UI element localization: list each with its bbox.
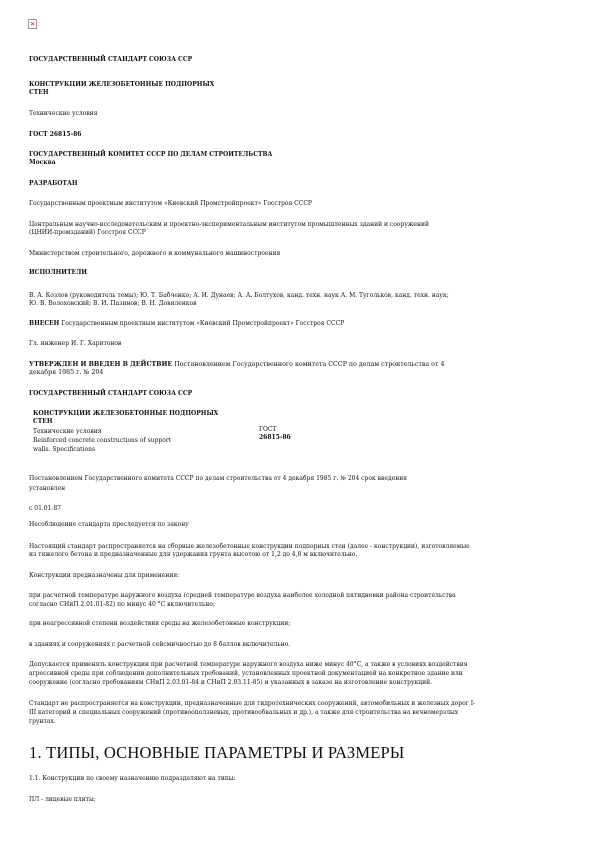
executors-line1: В. А. Козлов (руководитель темы); Ю. Т. Бабченко; А. И. Дунаев; А. А. Болтухов, канд. техн. наук А. М. Тугольков, канд. техн. наук;	[29, 292, 449, 299]
introduced-text: Государственным проектным институтом «Киевский Промстройпроект» Госстроя СССР	[61, 320, 345, 327]
exclusion-line2: III категорий и специальных сооружений (противооползневых, противообвальных и др.), а также для строительства на вечномерзлых	[29, 709, 459, 716]
second-ru-subtitle: Технические условия	[33, 428, 102, 435]
developed-heading: РАЗРАБОТАН	[29, 180, 78, 187]
developed-org1: Государственным проектным институтом «Киевский Промстройпроект» Госстроя СССР	[29, 200, 312, 207]
scope-line2: из тяжелого бетона и предназначенные для удержания грунта высотою от 1,2 до 4,8 м включительно.	[29, 551, 358, 558]
broken-image-icon: ×	[29, 20, 36, 28]
use3: в зданиях и сооружениях с расчетной сейсмичностью до 8 баллов включительно.	[29, 641, 291, 648]
decree-line1: Постановлением Государственного комитета СССР по делам строительства от 4 декабря 1985 г. № 204 срок введения	[29, 475, 407, 482]
gost-label: ГОСТ	[259, 426, 277, 433]
section-1-paragraph-1: 1.1. Конструкции по своему назначению подразделяют на типы:	[29, 775, 236, 782]
use2: при неагрессивной степени воздействия среды на железобетонные конструкции;	[29, 620, 291, 627]
english-title-line1: Reinforced concrete constructions of support	[33, 437, 172, 444]
second-standard-header: ГОСУДАРСТВЕННЫЙ СТАНДАРТ СОЮЗА ССР	[29, 390, 193, 397]
exclusion-line1: Стандарт не распространяется на конструкции, предназначенные для гидротехнических сооружений, автомобильных и железных дорог I-	[29, 700, 476, 707]
compliance-note: Несоблюдение стандарта преследуется по закону	[29, 521, 189, 528]
allowed-line1: Допускается применять конструкции при расчетной температуре наружного воздуха ниже минус 40°С, а также в условиях воздействия	[29, 661, 468, 668]
second-title-line1: КОНСТРУКЦИИ ЖЕЛЕЗОБЕТОННЫЕ ПОДПОРНЫХ	[33, 410, 219, 417]
scope-line1: Настоящий стандарт распространяется на сборные железобетонные конструкции подпорных стен (далее - конструкции), изготовляемые	[29, 543, 470, 550]
developed-org2-line2: (ЦНИИ-промзданий) Госстроя СССР	[29, 229, 146, 236]
english-title-line2: walls. Specifications	[33, 446, 96, 453]
allowed-line2: агрессивной среды при соблюдении дополнительных требований, установленных проектной документацией на конкретное здание или	[29, 670, 463, 677]
section-1-heading: 1. ТИПЫ, ОСНОВНЫЕ ПАРАМЕТРЫ И РАЗМЕРЫ	[29, 743, 405, 762]
effective-date: с 01.01.87	[29, 505, 61, 512]
decree-line2: установлен	[29, 485, 66, 492]
document-title-line1: КОНСТРУКЦИИ ЖЕЛЕЗОБЕТОННЫЕ ПОДПОРНЫХ	[29, 81, 215, 88]
developed-org2-line1: Центральным научно-исследовательским и проектно-экспериментальным институтом промышленных зданий и сооружений	[29, 221, 429, 228]
approved-heading: УТВЕРЖДЕН И ВВЕДЕН В ДЕЙСТВИЕ	[29, 361, 173, 368]
approved-text-line2: декабря 1985 г. № 204	[29, 369, 104, 376]
use1-line2: согласно СНиП 2.01.01-82) по минус 40 °С включительно;	[29, 601, 215, 608]
allowed-line3: сооружение (согласно требованиям СНиП 2.03.01-84 и СНиП 2.03.11-85) и указанных в заказе на изготовление конструкций.	[29, 679, 433, 686]
second-title-line2: СТЕН	[33, 418, 53, 425]
document-subtitle: Технические условия	[29, 110, 98, 117]
chief-engineer: Гл. инженер И. Г. Харитонов	[29, 340, 122, 347]
introduced-paragraph	[29, 320, 569, 328]
section-1-paragraph-2: ПЛ - лицевые плиты;	[29, 796, 96, 803]
intended-use-heading: Конструкции предназначены для применения:	[29, 572, 180, 579]
standard-header: ГОСУДАРСТВЕННЫЙ СТАНДАРТ СОЮЗА ССР	[29, 56, 193, 63]
city: Москва	[29, 159, 56, 166]
developed-org3: Министерством строительного, дорожного и коммунального машиностроения	[29, 250, 281, 257]
executors-line2: Ю. В. Волоховский; В. И. Пазинов; В. Н. Довиленков	[29, 300, 197, 307]
gost-code: ГОСТ 26815-86	[29, 131, 82, 138]
exclusion-line3: грунтах.	[29, 718, 56, 725]
approved-text-line1: Постановлением Государственного комитета СССР по делам строительства от 4	[174, 361, 445, 368]
introduced-heading: ВНЕСЕН	[29, 320, 60, 327]
executors-heading: ИСПОЛНИТЕЛИ	[29, 269, 87, 276]
use1-line1: при расчетной температуре наружного воздуха (средней температуре воздуха наиболее холодной пятидневки района строительства	[29, 592, 456, 599]
committee-name: ГОСУДАРСТВЕННЫЙ КОМИТЕТ СССР ПО ДЕЛАМ СТРОИТЕЛЬСТВА	[29, 151, 273, 158]
document-title-line2: СТЕН	[29, 89, 49, 96]
gost-number: 26815-86	[259, 434, 291, 441]
